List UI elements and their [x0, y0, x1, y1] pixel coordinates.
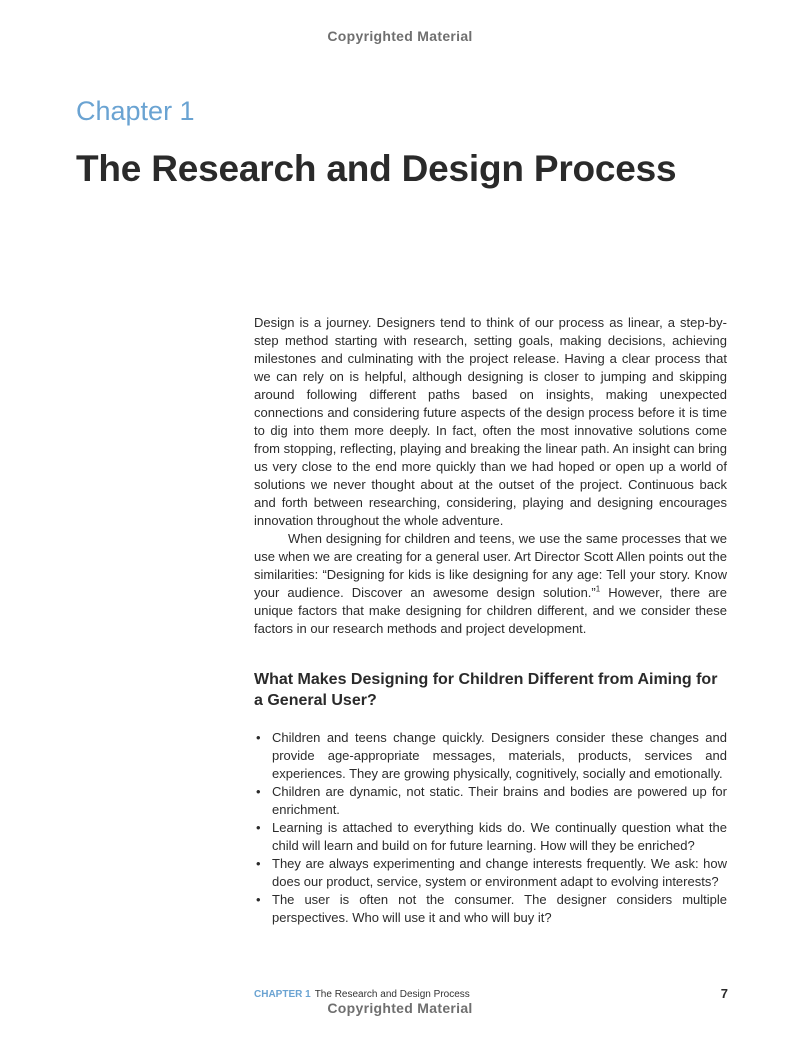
- section-heading: What Makes Designing for Children Different from Aiming for a General User?: [254, 671, 718, 709]
- bullet-list: [254, 729, 727, 927]
- footer-chapter-title: The Research and Design Process: [314, 989, 470, 1000]
- paragraph-2-part-1: When designing for children and teens, we use the same processes that we use when we are creating for a general user. Art Director Scott Allen points out the similarities: “Designing for kids is like designing for any age: Tell your story. Know your audience. Discover an awesome design solution.”: [254, 531, 727, 600]
- bullet-text: They are always experimenting and change interests frequently. We ask: how does our product, service, system or environment adapt to evolving interests?: [272, 856, 727, 889]
- paragraph-1: Design is a journey. Designers tend to think of our process as linear, a step-by-step method starting with research, setting goals, making decisions, achieving milestones and culminating with the project release. Having a clear process that we can rely on is helpful, although designing is closer to jumping and skipping around following different paths based on insights, making unexpected connections and considering future aspects of the design process before it is time to dig into them more deeply. In fact, often the most innovative solutions come from stopping, reflecting, playing and breaking the linear path. An insight can bring us very close to the end more quickly than we had hoped or open up a world of solutions we never thought about at the outset of the project. Continuous back and forth between researching, considering, playing and designing encourages innovation throughout the whole adventure.: [254, 315, 727, 528]
- bullet-item: [254, 891, 727, 927]
- running-footer: [254, 989, 470, 1000]
- bullet-item: [254, 819, 727, 855]
- bullet-text: Children and teens change quickly. Designers consider these changes and provide age-appropriate messages, materials, products, services and experiences. They are growing physically, cognitively, socially and emotionally.: [272, 730, 727, 781]
- copyright-watermark-top: Copyrighted Material: [327, 28, 473, 44]
- bullet-dot-icon: •: [256, 820, 261, 835]
- bullet-dot-icon: •: [256, 892, 261, 907]
- bullet-item: [254, 855, 727, 891]
- chapter-label: Chapter 1: [76, 96, 195, 126]
- bullet-text: Children are dynamic, not static. Their brains and bodies are powered up for enrichment.: [272, 784, 727, 817]
- chapter-title: The Research and Design Process: [76, 148, 677, 189]
- bullet-dot-icon: •: [256, 784, 261, 799]
- bullet-dot-icon: •: [256, 730, 261, 745]
- copyright-watermark-bottom: Copyrighted Material: [327, 1000, 473, 1016]
- footer-chapter-label: CHAPTER 1: [254, 989, 311, 1000]
- paragraph-2: [254, 530, 727, 638]
- paragraph-2-part-2: However, there are unique factors that make designing for children different, and we consider these factors in our research methods and project development.: [254, 585, 727, 636]
- bullet-text: Learning is attached to everything kids do. We continually question what the child will learn and build on for future learning. How will they be enriched?: [272, 820, 727, 853]
- bullet-dot-icon: •: [256, 856, 261, 871]
- body-text: [254, 314, 727, 638]
- page-number: 7: [720, 986, 728, 1001]
- bullet-text: The user is often not the consumer. The designer considers multiple perspectives. Who will use it and who will buy it?: [272, 892, 727, 925]
- bullet-item: [254, 729, 727, 783]
- footnote-marker: 1: [595, 584, 601, 594]
- bullet-item: [254, 783, 727, 819]
